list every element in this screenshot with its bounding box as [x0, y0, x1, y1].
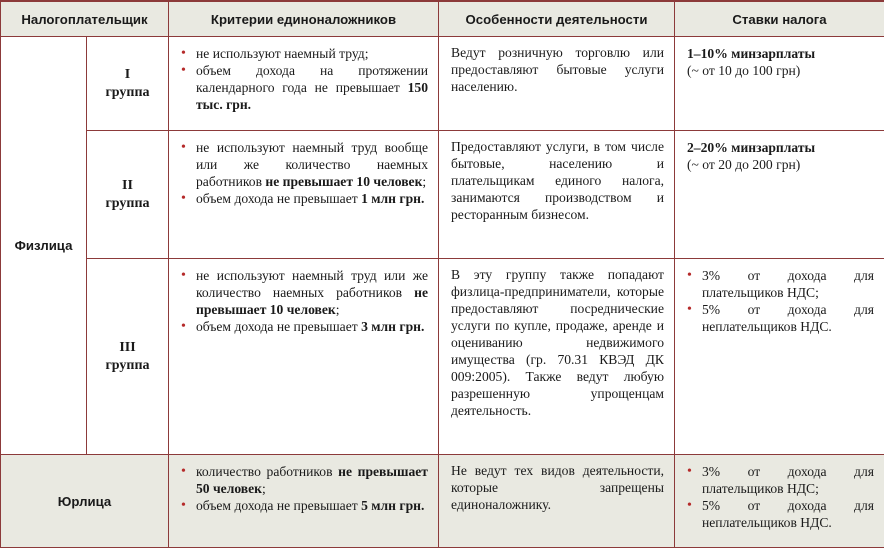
group-number: I	[124, 66, 131, 82]
table-row	[1, 37, 884, 131]
criteria-cell	[169, 131, 439, 259]
group-number: III	[119, 339, 136, 355]
rate-value: 1–10% минзарплаты	[687, 46, 816, 61]
criteria-cell	[169, 455, 439, 548]
table-row	[1, 131, 884, 259]
criteria-cell	[169, 259, 439, 455]
rate-value: 2–20% минзарплаты	[687, 140, 816, 155]
list-item: • объем дохода не превышает 1 млн грн.	[181, 190, 428, 207]
group-cell	[87, 259, 169, 455]
group-cell	[87, 37, 169, 131]
list-item: • не используют наемный труд или же количество наемных работников не превышает 10 человек;	[181, 267, 428, 318]
list-item: • объем дохода не превышает 5 млн грн.	[181, 497, 428, 514]
list-item: • 5% от дохода для неплательщиков НДС.	[687, 497, 874, 531]
criteria-list	[169, 131, 438, 211]
rate-list	[675, 259, 884, 339]
header-rates: Ставки налога	[675, 1, 884, 37]
group-word: группа	[105, 84, 150, 100]
criteria-cell	[169, 37, 439, 131]
rate-cell	[675, 37, 884, 131]
list-item: • не используют наемный труд;	[181, 45, 428, 62]
list-item: • не используют наемный труд вообще или же количество наемных работников не превышает 10 человек;	[181, 139, 428, 190]
header-taxpayer: Налогоплательщик	[1, 1, 169, 37]
activity-cell: Ведут розничную торговлю или предоставляют бытовые услуги населению.	[439, 37, 675, 131]
criteria-list	[169, 259, 438, 339]
header-row	[1, 1, 884, 37]
group-number: II	[122, 177, 133, 193]
list-item: • объем дохода на протяжении календарного года не превышает 150 тыс. грн.	[181, 62, 428, 113]
rate-note: (~ от 20 до 200 грн)	[687, 157, 801, 172]
rate-note: (~ от 10 до 100 грн)	[687, 63, 801, 78]
yurlica-cell: Юрлица	[1, 455, 169, 548]
fizlica-cell: Физлица	[1, 37, 87, 455]
list-item: • 3% от дохода для плательщиков НДС;	[687, 267, 874, 301]
criteria-list	[169, 455, 438, 518]
activity-cell: Предоставляют услуги, в том числе бытовые, населению и плательщикам единого налога, занимаются производством и ресторанным бизнесом.	[439, 131, 675, 259]
group-word: группа	[105, 357, 150, 373]
group-word: группа	[105, 195, 150, 211]
criteria-list	[169, 37, 438, 117]
activity-cell: Не ведут тех видов деятельности, которые запрещены единоналожнику.	[439, 455, 675, 548]
rate-cell	[675, 131, 884, 259]
group-cell	[87, 131, 169, 259]
list-item: • 5% от дохода для неплательщиков НДС.	[687, 301, 874, 335]
list-item: • объем дохода не превышает 3 млн грн.	[181, 318, 428, 335]
list-item: • 3% от дохода для плательщиков НДС;	[687, 463, 874, 497]
rate-cell	[675, 455, 884, 548]
table-row	[1, 259, 884, 455]
table-row	[1, 455, 884, 548]
list-item: • количество работников не превышает 50 человек;	[181, 463, 428, 497]
activity-cell: В эту группу также попадают физлица-предприниматели, которые предоставляют посреднические услуги по купле, продаже, аренде и оцениванию недвижимого имущества (гр. 70.31 КВЭД ДК 009:2005). Также ведут любую разрешенную упрощенцам деятельность.	[439, 259, 675, 455]
header-criteria: Критерии единоналожников	[169, 1, 439, 37]
rate-list	[675, 455, 884, 535]
header-activity: Особенности деятельности	[439, 1, 675, 37]
rate-cell	[675, 259, 884, 455]
